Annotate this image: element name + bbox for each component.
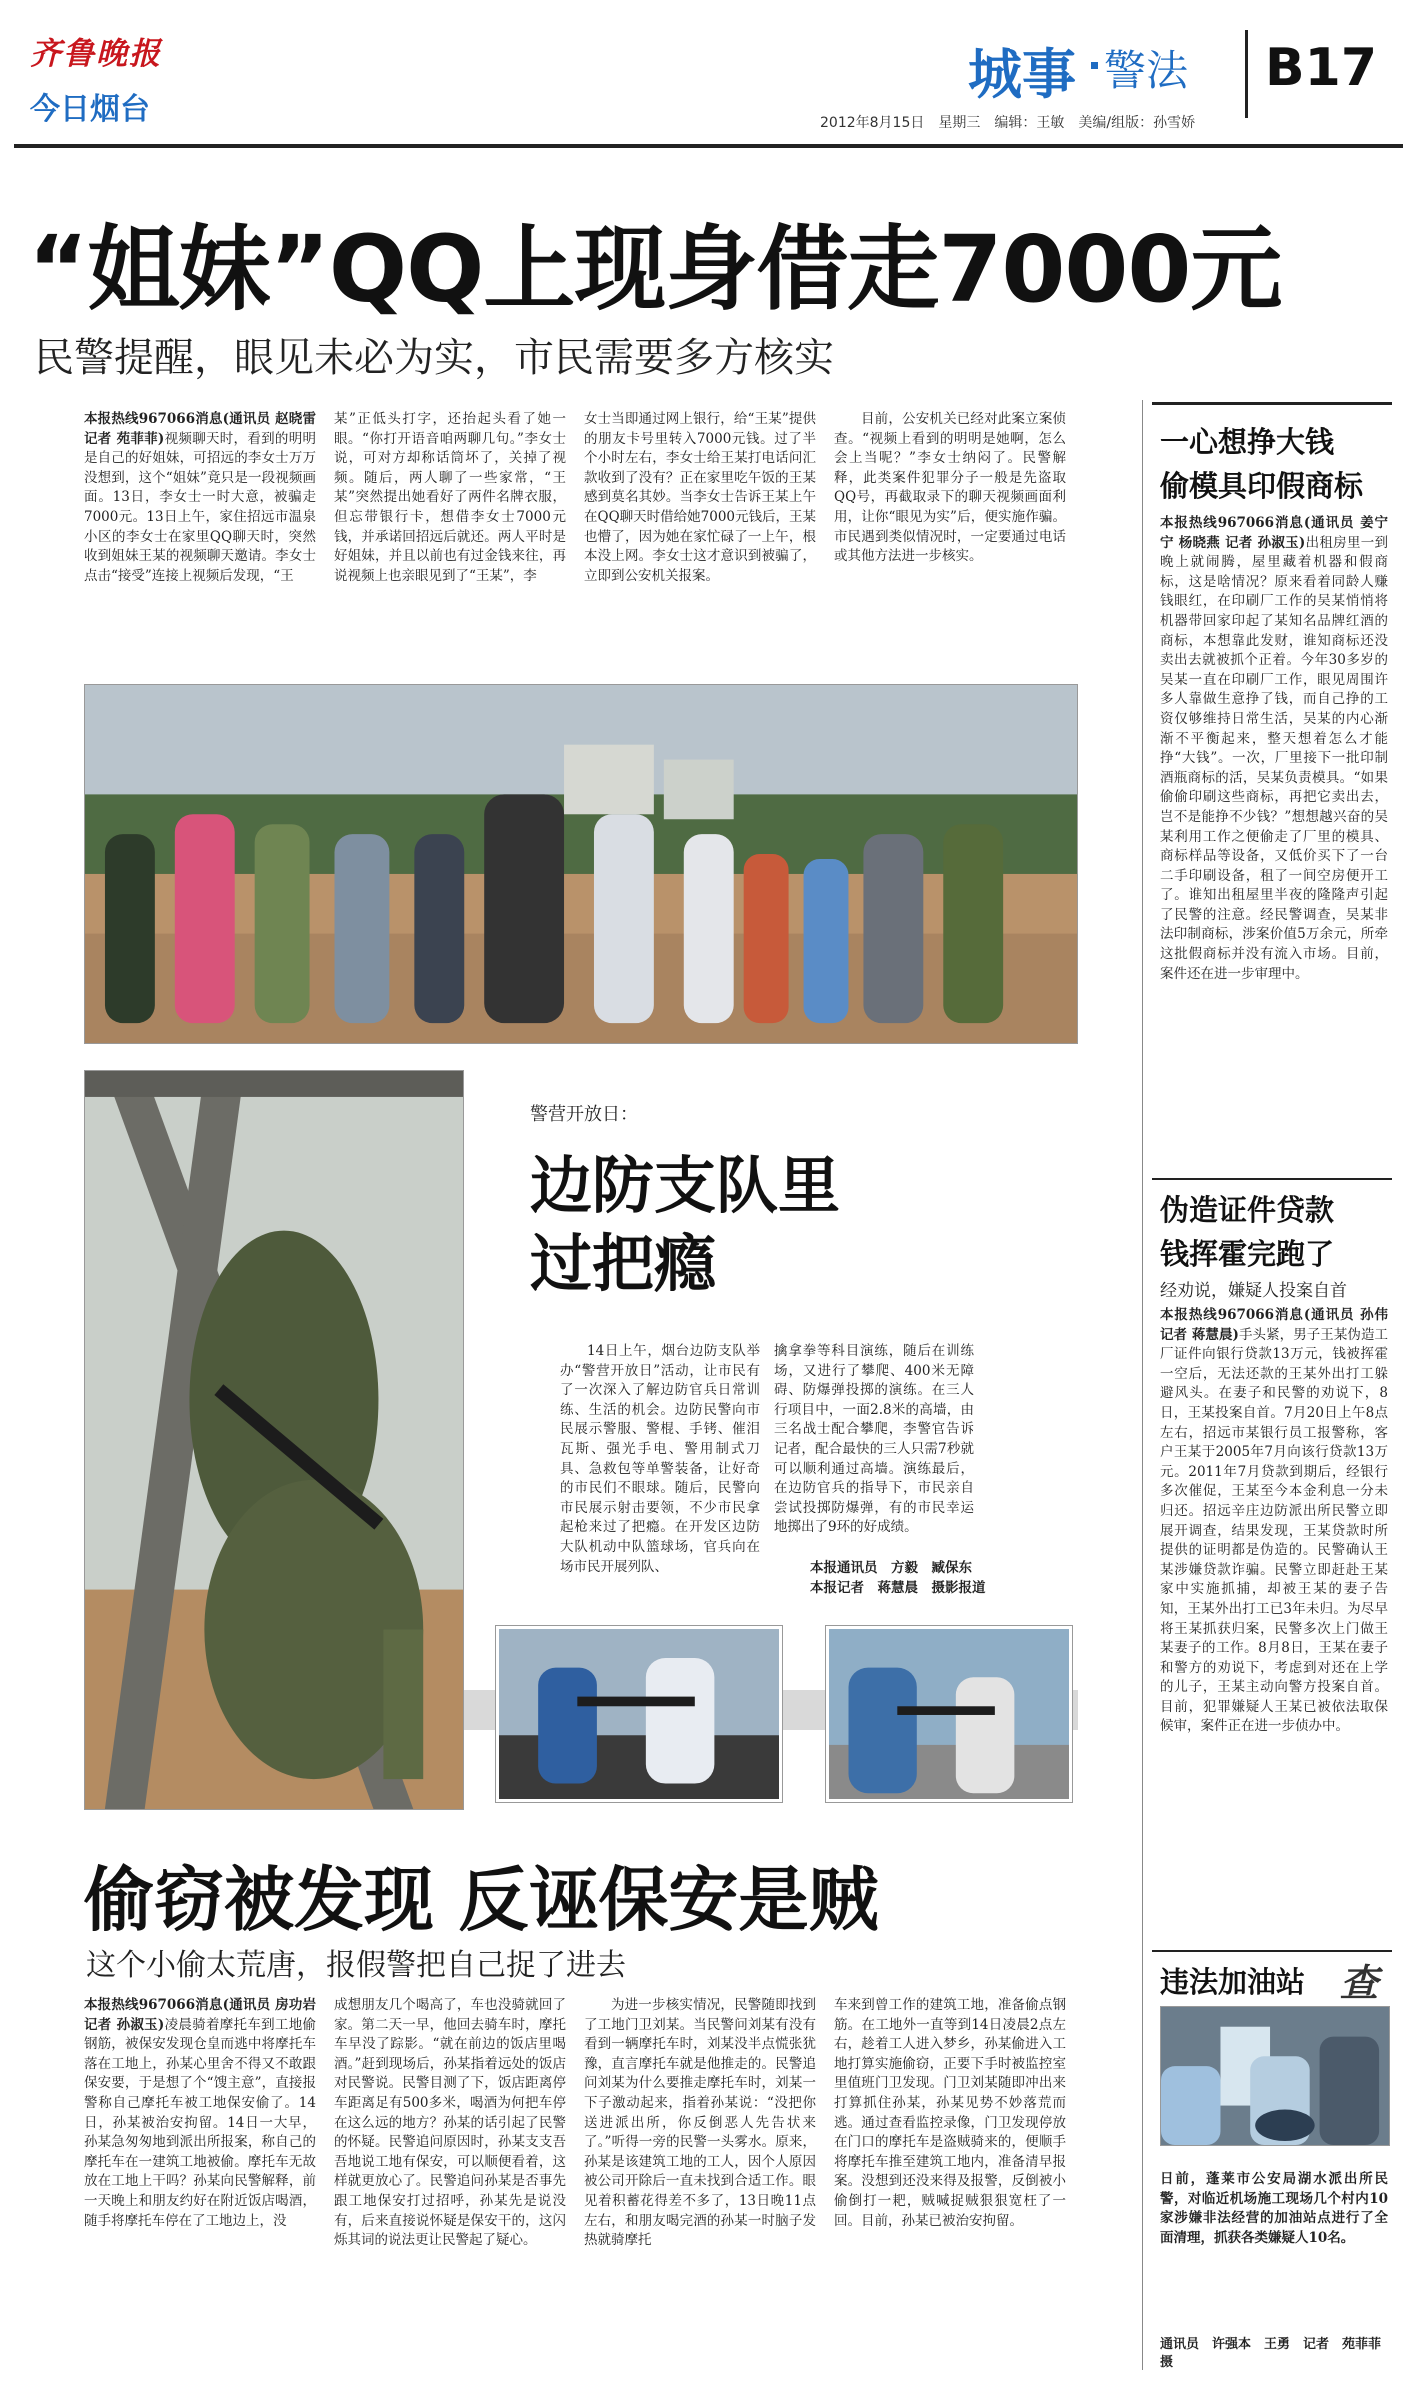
sidebar-story2-headline-1: 伪造证件贷款 bbox=[1160, 1193, 1335, 1227]
third-column-4 bbox=[834, 1996, 1066, 2370]
feature-column-1 bbox=[560, 1342, 760, 1592]
subsection-title: 警法 bbox=[1104, 46, 1189, 95]
sidebar-divider bbox=[1142, 400, 1143, 2370]
sidebar-story1-headline-2: 偷模具印假商标 bbox=[1160, 469, 1364, 503]
feature-headline-2: 过把瘾 bbox=[530, 1227, 717, 1300]
third-column-3 bbox=[584, 1996, 816, 2370]
third-col4-text: 车来到曾工作的建筑工地，准备偷点钢筋。在工地外一直等到14日凌晨2点左右，趁着工人进入梦乡，孙某偷进入工地打算实施偷窃，正要下手时被监控室里值班门卫发现。门卫刘某随即冲出来打算抓住孙某，孙某见势不妙落荒而逃。通过查看监控录像，门卫发现停放在门口的摩托车是盗贼骑来的，便顺手将摩托车推至建筑工地内，准备清早报案。没想到还没来得及报警，反倒被小偷倒打一耙，贼喊捉贼狠狠宽枉了一回。目前，孙某已被治安拘留。 bbox=[834, 1997, 1066, 2229]
third-col3-text: 为进一步核实情况，民警随即找到了工地门卫刘某。当民警问刘某有没有看到一辆摩托车时，刘某没半点慌张犹豫，直言摩托车就是他推走的。民警追问刘某为什么要推走摩托车时，刘某一下子激动起来，指着孙某说：“没把你送进派出所，你反倒恶人先告状来了。”听得一旁的民警一头雾水。原来，孙某是该建筑工地的工人，因个人原因被公司开除后一直未找到合适工作。眼见着积蓄花得差不多了，13日晚11点左右，和朋友喝完酒的孙某一时脑子发热就骑摩托 bbox=[584, 1997, 816, 2249]
sidebar-story1-byline: 本报热线967066消息(通讯员 姜宁宁 杨晓燕 记者 孙淑玉) bbox=[1160, 515, 1388, 551]
sidebar-story1-body bbox=[1160, 514, 1388, 1166]
lead-column-4 bbox=[834, 410, 1066, 670]
grenade-throw-photo bbox=[84, 684, 1078, 1044]
feature-headline-1: 边防支队里 bbox=[530, 1149, 841, 1222]
section-dot bbox=[1091, 62, 1098, 69]
third-col1-text: 凌晨骑着摩托车到工地偷钢筋，被保安发现仓皇而逃中将摩托车落在工地上，孙某心里舍不得又不敢跟保安要，于是想了个“馊主意”，直接报警称自己摩托车被工地保安偷了。14日，孙某被治安拘留。14日一大早，孙某急匆匆地到派出所报案，称自己的摩托车在一建筑工地被偷。摩托车无故放在工地上干吗？孙某向民警解释，前一天晚上和朋友约好在附近饭店喝酒，随手将摩托车停在了工地边上，没 bbox=[84, 2016, 316, 2229]
sidebar-story2-headline-2: 钱挥霍完跑了 bbox=[1160, 1237, 1335, 1271]
lead-byline: 本报热线967066消息(通讯员 赵晓雷 记者 苑菲菲) bbox=[84, 411, 316, 447]
masthead bbox=[0, 0, 1417, 148]
third-headline: 偷窃被发现 反诬保安是贼 bbox=[84, 1859, 879, 1941]
third-column-2 bbox=[334, 1996, 566, 2370]
feature-credit-2: 本报记者 蒋慧晨 摄影报道 bbox=[810, 1580, 986, 1596]
feature-kicker: 警营开放日： bbox=[530, 1104, 638, 1125]
lead-col2-text: 某”正低头打字，还抬起头看了她一眼。“你打开语音咱两聊几句。”李女士说，可对方却称话筒坏了，关掉了视频。随后，两人聊了一些家常，“王某”突然提出她看好了两件名牌衣服，但忘带银行卡，想借李女士7000元钱，并承诺回招远后就还。两人平时是好姐妹，并且以前也有过金钱来往，再说视频上也亲眼见到了“王某”，李 bbox=[334, 411, 566, 584]
feature-col1-text: 14日上午，烟台边防支队举办“警营开放日”活动，让市民有了一次深入了解边防官兵日常训练、生活的机会。边防民警向市民展示警服、警棍、手铐、催泪瓦斯、强光手电、警用制式刀具、急救包等单警装备，让好奇的市民们不眼球。随后，民警向市民展示射击要领，不少市民拿起枪来过了把瘾。在开发区边防大队机动中队篮球场，官兵向在场市民开展列队、 bbox=[560, 1343, 760, 1575]
gas-station-photo bbox=[1160, 2006, 1390, 2146]
sidebar-story2-body bbox=[1160, 1306, 1388, 1946]
third-subhead: 这个小偷太荒唐，报假警把自己捉了进去 bbox=[86, 1948, 626, 1983]
sidebar-story1-headline-1: 一心想挣大钱 bbox=[1160, 425, 1335, 459]
feature-column-2 bbox=[774, 1342, 974, 1554]
lead-subhead: 民警提醒，眼见未必为实，市民需要多方核实 bbox=[34, 335, 834, 381]
lead-column-1 bbox=[84, 410, 316, 670]
sidebar-story3-caption: 日前，蓬莱市公安局湖水派出所民警，对临近机场施工现场几个村内10家涉嫌非法经营的加油站点进行了全面清理，抓获各类嫌疑人10名。 bbox=[1160, 2171, 1388, 2246]
third-byline: 本报热线967066消息(通讯员 房功岩 记者 孙淑玉) bbox=[84, 1997, 316, 2033]
sidebar-story1-text: 出租房里一到晚上就闹腾，屋里藏着机器和假商标，这是啥情况？原来看着同龄人赚钱眼红，在印刷厂工作的吴某悄悄将机器带回家印起了某知名品牌红酒的商标，本想靠此发财，谁知商标还没卖出去就被抓个正着。今年30多岁的吴某一直在印刷厂工作，眼见周围许多人靠做生意挣了钱，而自己挣的工资仅够维持日常生活，吴某的内心渐渐不平衡起来，整天想着怎么才能挣“大钱”。一次，厂里接下一批印制酒瓶商标的活，吴某负责模具。“如果偷偷印刷这些商标，再把它卖出去，岂不是能挣不少钱？”想想越兴奋的吴某利用工作之便偷走了厂里的模具、商标样品等设备，又低价买下了一台二手印刷设备，租了一间空房便开工了。谁知出租屋里半夜的隆隆声引起了民警的注意。经民警调查，吴某非法印制商标，涉案价值5万余元，所牵这批假商标并没有流入市场。目前，案件还在进一步审理中。 bbox=[1160, 534, 1388, 982]
lead-column-2 bbox=[334, 410, 566, 670]
wall-climb-photo bbox=[84, 1070, 464, 1810]
sidebar-story3-headline: 违法加油站 bbox=[1160, 1965, 1306, 1999]
feature-credit-1: 本报通讯员 方毅 臧保东 bbox=[810, 1560, 972, 1576]
date-line: 2012年8月15日 星期三 编辑：王敏 美编/组版：孙雪娇 bbox=[820, 115, 1196, 131]
paper-name: 齐鲁晚报 bbox=[30, 36, 162, 72]
shooting-photo-2 bbox=[826, 1626, 1072, 1802]
sidebar-story2-byline: 本报热线967066消息(通讯员 孙伟 记者 蒋慧晨) bbox=[1160, 1307, 1388, 1343]
masthead-bottom-rule bbox=[14, 144, 1403, 148]
section-title: 城事 bbox=[968, 43, 1076, 106]
sidebar-story2-subhead: 经劝说，嫌疑人投案自首 bbox=[1160, 1281, 1347, 1301]
masthead-vertical-rule bbox=[1245, 30, 1248, 118]
lead-col3-text: 女士当即通过网上银行，给“王某”提供的朋友卡号里转入7000元钱。过了半个小时左右，李女士给王某打电话问汇款收到了没有？正在家里吃午饭的王某感到莫名其妙。当李女士告诉王某上午在QQ聊天时借给她7000元钱后，王某也懵了，因为她在家忙碌了一上午，根本没上网。李女士这才意识到被骗了，立即到公安机关报案。 bbox=[584, 411, 816, 584]
lead-col4-text: 目前，公安机关已经对此案立案侦查。“视频上看到的明明是她啊，怎么会上当呢？”李女士纳闷了。民警解释，此类案件犯罪分子一般是先盗取QQ号，再截取录下的聊天视频画面利用，让你“眼见为实”后，便实施作骗。市民遇到类似情况时，一定要通过电话或其他方法进一步核实。 bbox=[834, 411, 1066, 565]
sidebar-rule-2 bbox=[1152, 1178, 1392, 1180]
shooting-photo-1 bbox=[496, 1626, 782, 1802]
lead-headline: “姐妹”QQ上现身借走7000元 bbox=[28, 216, 1282, 323]
third-col2-text: 成想朋友几个喝高了，车也没骑就回了家。第二天一早，他回去骑车时，摩托车早没了踪影。“就在前边的饭店里喝酒。”赶到现场后，孙某指着远处的饭店对民警说。民警目测了下，饭店距离停车距离足有500多米，喝酒为何把车停在这么远的地方？孙某的话引起了民警的怀疑。民警追问原因时，孙某支支吾吾地说工地有保安，可以顺便看着，这样就更放心了。民警追问孙某是否事先跟工地保安打过招呼，孙某先是说没有，后来直接说怀疑是保安干的，这闪烁其词的说法更让民警起了疑心。 bbox=[334, 1997, 566, 2249]
lead-col1-text: 视频聊天时，看到的明明是自己的好姐妹，可招远的李女士万万没想到，这个“姐妹”竟只是一段视频画面。13日，李女士一时大意，被骗走7000元。13日上午，家住招远市温泉小区的李女士在家里QQ聊天时，突然收到姐妹王某的视频聊天邀请。李女士点击“接受”连接上视频后发现，“王 bbox=[84, 430, 316, 584]
sidebar-top-rule bbox=[1152, 402, 1392, 405]
lead-column-3 bbox=[584, 410, 816, 670]
sidebar-story3-credit: 通讯员 许强本 王勇 记者 苑菲菲 摄 bbox=[1160, 2337, 1395, 2370]
page-number: B17 bbox=[1265, 38, 1377, 98]
third-column-1 bbox=[84, 1996, 316, 2370]
sidebar-story3-badge: 查 bbox=[1340, 1961, 1379, 2005]
sidebar-story2-text: 手头紧，男子王某伪造工厂证件向银行贷款13万元，钱被挥霍一空后，无法还款的王某外出打工躲避风头。在妻子和民警的劝说下，8日，王某投案自首。7月20日上午8点左右，招远市某银行员工报警称，客户王某于2005年7月向该行贷款13万元。2011年7月贷款到期后，经银行多次催促，王某至今本金利息一分未归还。招远辛庄边防派出所民警立即展开调查，结果发现，王某贷款时所提供的证明都是伪造的。民警确认王某涉嫌贷款诈骗。民警立即赶赴王某家中实施抓捕，却被王某的妻子告知，王某外出打工已3年未归。为尽早将王某抓获归案，民警多次上门做王某妻子的工作。8月8日，王某在妻子和警方的劝说下，考虑到对还在上学的儿子，王某主动向警方投案自首。目前，犯罪嫌疑人王某已被依法取保候审，案件正在进一步侦办中。 bbox=[1160, 1326, 1388, 1735]
feature-col2-text: 擒拿拳等科目演练，随后在训练场，又进行了攀爬、400米无障碍、防爆弹投掷的演练。在三人行项目中，一面2.8米的高墙，由三名战士配合攀爬，李警官告诉记者，配合最快的三人只需7秒就可以顺利通过高墙。演练最后，在边防官兵的指导下，市民亲自尝试投掷防爆弹，有的市民幸运地掷出了9环的好成绩。 bbox=[774, 1343, 974, 1536]
edition-badge: 今日烟台 bbox=[30, 92, 150, 127]
